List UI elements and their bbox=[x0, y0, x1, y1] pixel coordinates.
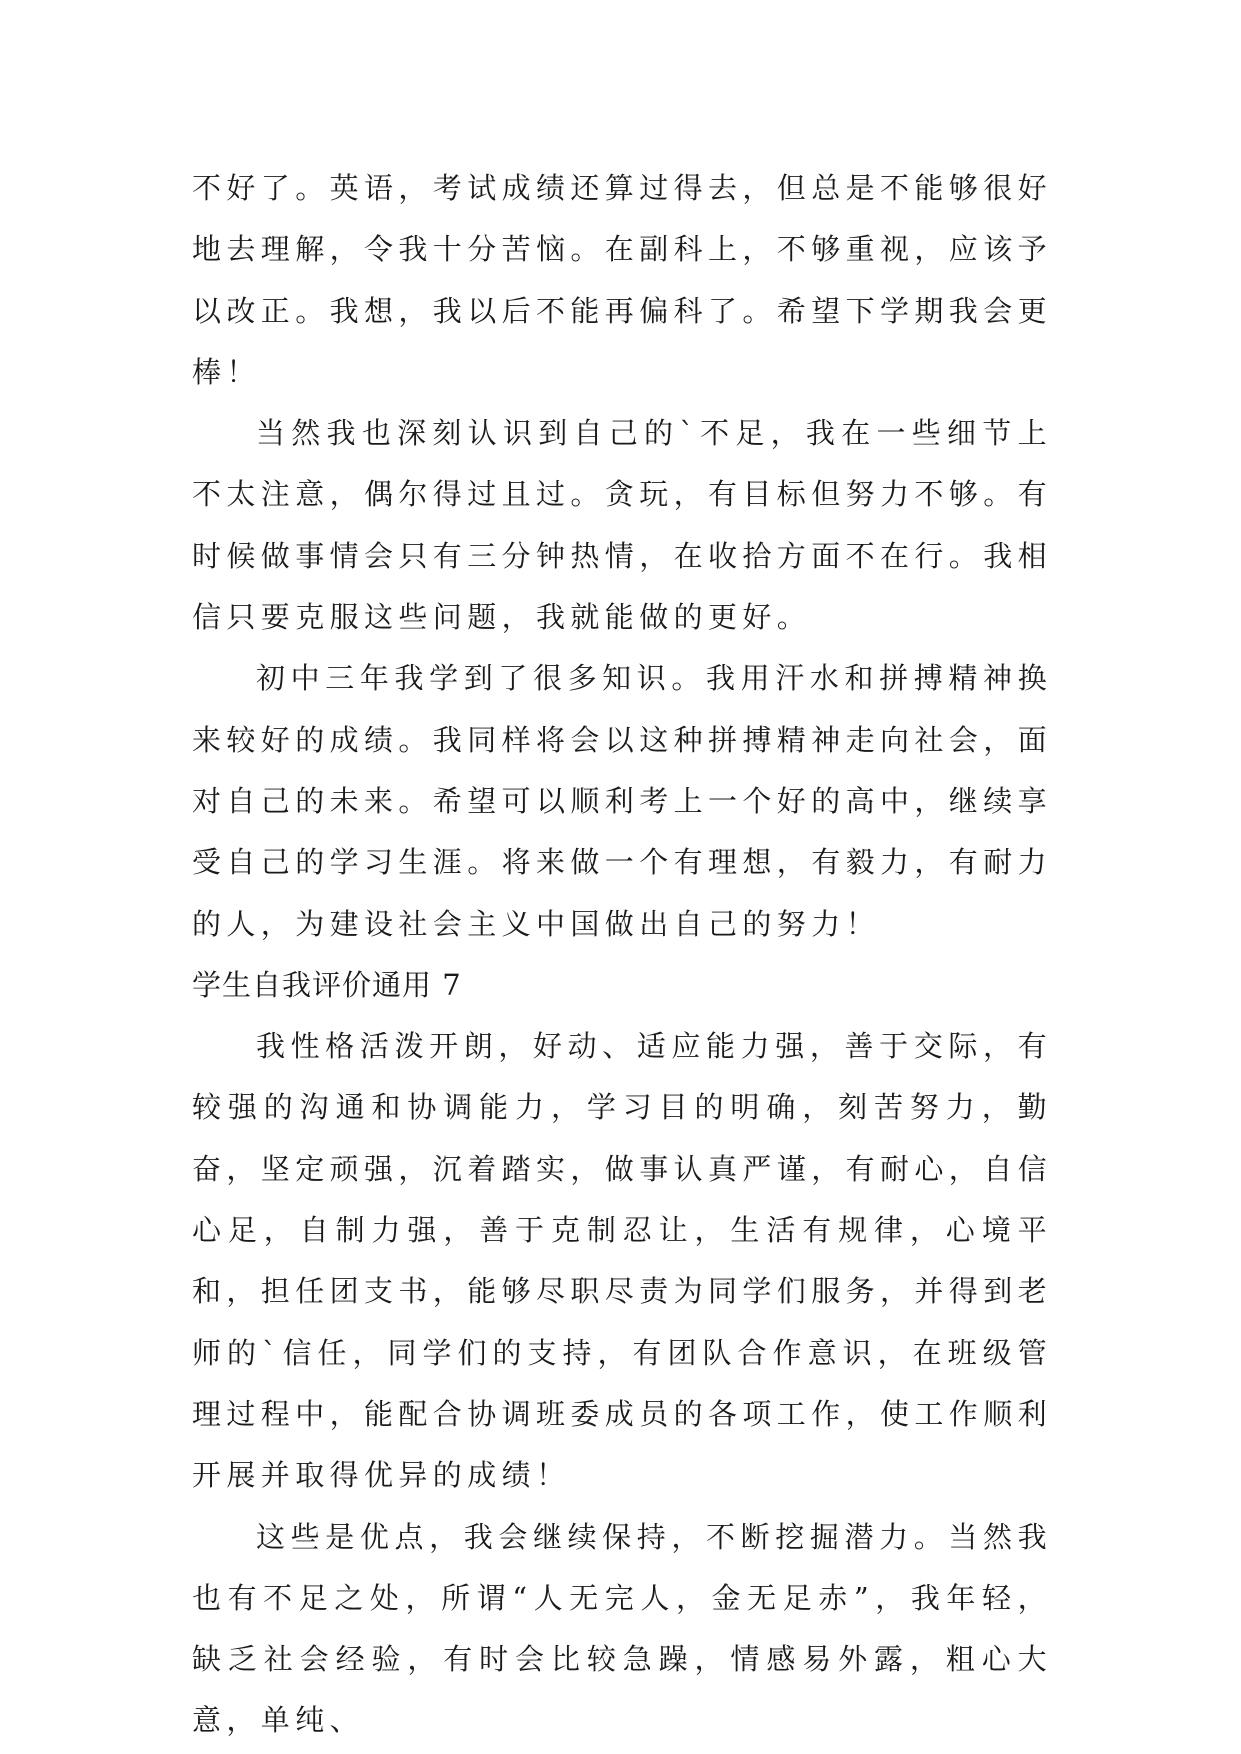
paragraph-personality: 我性格活泼开朗，好动、适应能力强，善于交际，有较强的沟通和协调能力，学习目的明确，刻苦努力，勤奋，坚定顽强，沉着踏实，做事认真严谨，有耐心，自信心足，自制力强，善于克制忍让，生活有规律，心境平和，担任团支书，能够尽职尽责为同学们服务，并得到老师的`信任，同学们的支持，有团队合作意识，在班级管理过程中，能配合协调班委成员的各项工作，使工作顺利开展并取得优异的成绩！ bbox=[192, 1029, 1053, 1493]
paragraph-future: 初中三年我学到了很多知识。我用汗水和拼搏精神换来较好的成绩。我同样将会以这种拼搏精神走向社会，面对自己的未来。希望可以顺利考上一个好的高中，继续享受自己的学习生涯。将来做一个有理想，有毅力，有耐力的人，为建设社会主义中国做出自己的努力！ bbox=[192, 661, 1053, 941]
document-body bbox=[192, 158, 1052, 1752]
paragraph-strengths-weaknesses: 这些是优点，我会继续保持，不断挖掘潜力。当然我也有不足之处，所谓“人无完人，金无足赤”，我年轻，缺乏社会经验，有时会比较急躁，情感易外露，粗心大意，单纯、 bbox=[192, 1519, 1052, 1738]
section-heading: 学生自我评价通用 7 bbox=[192, 967, 462, 1002]
paragraph-shortcomings: 当然我也深刻认识到自己的`不足，我在一些细节上不太注意，偶尔得过且过。贪玩，有目标但努力不够。有时候做事情会只有三分钟热情，在收拾方面不在行。我相信只要克服这些问题，我就能做的更好。 bbox=[192, 416, 1053, 635]
paragraph-continuation: 不好了。英语，考试成绩还算过得去，但总是不能够很好地去理解，令我十分苦恼。在副科上，不够重视，应该予以改正。我想，我以后不能再偏科了。希望下学期我会更棒！ bbox=[192, 171, 1053, 389]
